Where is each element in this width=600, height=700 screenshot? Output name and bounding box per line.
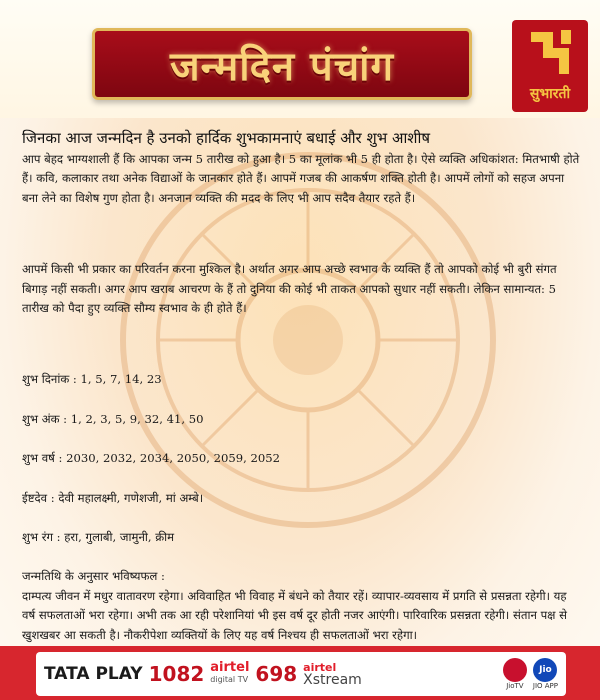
forecast-title: जन्मतिथि के अनुसार भविष्यफल : [22, 569, 165, 584]
airtel-channel: 698 [255, 662, 298, 686]
jiotv-icon [503, 658, 527, 682]
tataplay-channel: 1082 [148, 662, 205, 686]
airtel-dth-name: airtel [210, 660, 250, 675]
ishtadev: ईष्टदेव : देवी महालक्ष्मी, गणेशजी, मां अम्बे। [22, 490, 204, 505]
swastik-logo-icon [521, 24, 579, 82]
airtel-dth-sub: digital TV [210, 675, 249, 684]
airtel-xstream-sub: Xstream [303, 672, 362, 688]
title-banner [92, 28, 472, 100]
jiotv-label: JioTV [506, 682, 524, 690]
lucky-colors: शुभ रंग : हरा, गुलाबी, जामुनी, क्रीम [22, 530, 175, 545]
channel-ad-strip [36, 652, 566, 696]
subharti-logo [512, 20, 588, 112]
personality-paragraph: आप बेहद भाग्यशाली हैं कि आपका जन्म 5 तारीख को हुआ है। 5 का मूलांक भी 5 ही होता है। ऐसे व्यक्ति अधिकांशत: मितभाषी होते हैं। कवि, कलाकार तथा अनेक विद्याओं के जानकार होते हैं। आपमें गजब की आकर्षण शक्ति होती है। आपमें लोगों को सहज अपना बना लेने का विशेष गुण होता है। अनजान व्यक्ति की मदद के लिए भी आप सदैव तैयार रहते हैं। [22, 152, 580, 205]
logo-text: सुभारती [529, 86, 571, 102]
lucky-years: शुभ वर्ष : 2030, 2032, 2034, 2050, 2059, 2052 [22, 451, 281, 466]
jiotv-link[interactable] [503, 658, 527, 690]
lucky-dates: शुभ दिनांक : 1, 5, 7, 14, 23 [22, 372, 162, 387]
airtel-xstream-brand [303, 662, 362, 686]
greeting-heading: जिनका आज जन्मदिन है उनको हार्दिक शुभकामनाएं बधाई और शुभ आशीष [22, 129, 431, 147]
airtel-xstream-name: airtel [303, 661, 337, 674]
nature-paragraph: आपमें किसी भी प्रकार का परिवर्तन करना मुश्किल है। अर्थात अगर आप अच्छे स्वभाव के व्यक्ति हैं तो आपको कोई भी बुरी संगत बिगाड़ नहीं सकती। अगर आप खराब आचरण के हैं तो दुनिया की कोई भी ताकत आपको सुधार नहीं सकती। लेकिन सामान्यत: 5 तारीख को पैदा हुए व्यक्ति सौम्य स्वभाव के ही होते हैं। [22, 262, 557, 316]
header [0, 0, 600, 118]
airtel-dth-brand [210, 662, 249, 686]
tataplay-brand: TATA PLAY [44, 664, 143, 684]
jioapp-link[interactable] [533, 658, 558, 690]
lucky-numbers: शुभ अंक : 1, 2, 3, 5, 9, 32, 41, 50 [22, 411, 204, 426]
page-title: जन्मदिन पंचांग [169, 42, 395, 90]
birthday-content [22, 128, 582, 645]
jioapp-icon: Jio [533, 658, 557, 682]
forecast-paragraph: दाम्पत्य जीवन में मधुर वातावरण रहेगा। अविवाहित भी विवाह में बंधने को तैयार रहें। व्यापार-व्यवसाय में प्रगति से प्रसन्नता रहेगी। यह वर्ष सफलताओं भरा रहेगा। अभी तक आ रही परेशानियां भी इस वर्ष दूर होती नजर आएंगी। पारिवारिक प्रसन्नता रहेगी। संतान पक्ष से खुशखबर आ सकती है। नौकरीपेशा व्यक्तियों के लिए यह वर्ष निश्चय ही सफलताओं भरा रहेगा। [22, 588, 567, 642]
jioapp-label: JIO APP [532, 682, 558, 690]
